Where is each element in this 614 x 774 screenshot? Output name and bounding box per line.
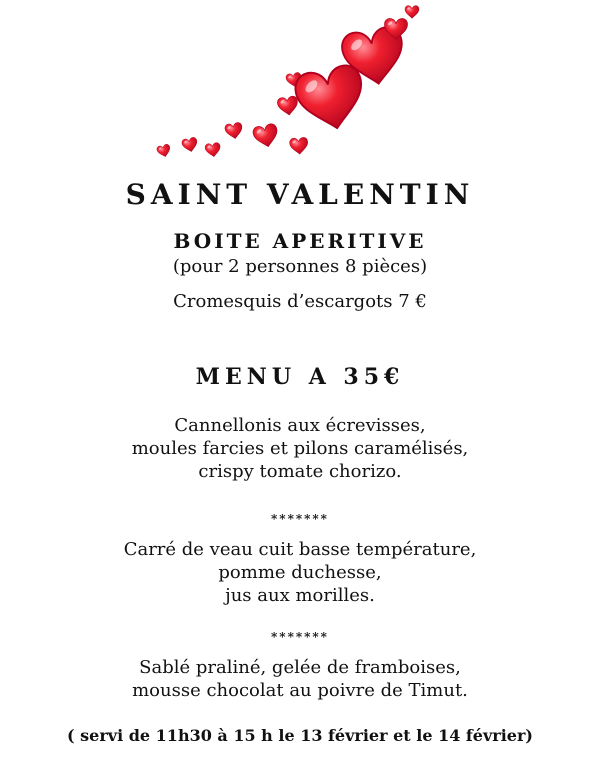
aperitif-item: Cromesquis d’escargots 7 € (173, 291, 427, 312)
main-line: Carré de veau cuit basse température, (123, 539, 477, 560)
course-separator: ******* (271, 512, 329, 526)
main-line: jus aux morilles. (225, 585, 375, 606)
starter-line: Cannellonis aux écrevisses, (174, 415, 426, 436)
starter-line: crispy tomate chorizo. (198, 461, 402, 482)
hearts-decoration (150, 0, 430, 165)
heart-icon (292, 63, 369, 135)
dessert-course (0, 656, 600, 702)
aperitif-note: (pour 2 personnes 8 pièces) (172, 256, 428, 277)
page-title: SAINT VALENTIN (125, 178, 475, 211)
course-separator: ******* (271, 630, 329, 644)
aperitif-title: BOITE APERITIVE (173, 229, 427, 253)
dessert-line: mousse chocolat au poivre de Timut. (132, 680, 468, 701)
menu-title: MENU A 35€ (195, 364, 405, 390)
heart-icon (277, 96, 299, 117)
heart-icon (289, 137, 308, 155)
dessert-line: Sablé praliné, gelée de framboises, (139, 657, 461, 678)
heart-icon (181, 137, 198, 153)
service-note: ( servi de 11h30 à 15 h le 13 février et le 14 février) (67, 726, 533, 745)
starter-line: moules farcies et pilons caramélisés, (131, 438, 469, 459)
starter-course (0, 414, 600, 483)
heart-icon (224, 122, 243, 140)
main-line: pomme duchesse, (218, 562, 382, 583)
heart-icon (205, 142, 222, 158)
heart-icon (252, 123, 280, 149)
main-course (0, 538, 600, 607)
heart-icon (405, 6, 419, 19)
heart-icon (156, 144, 172, 159)
